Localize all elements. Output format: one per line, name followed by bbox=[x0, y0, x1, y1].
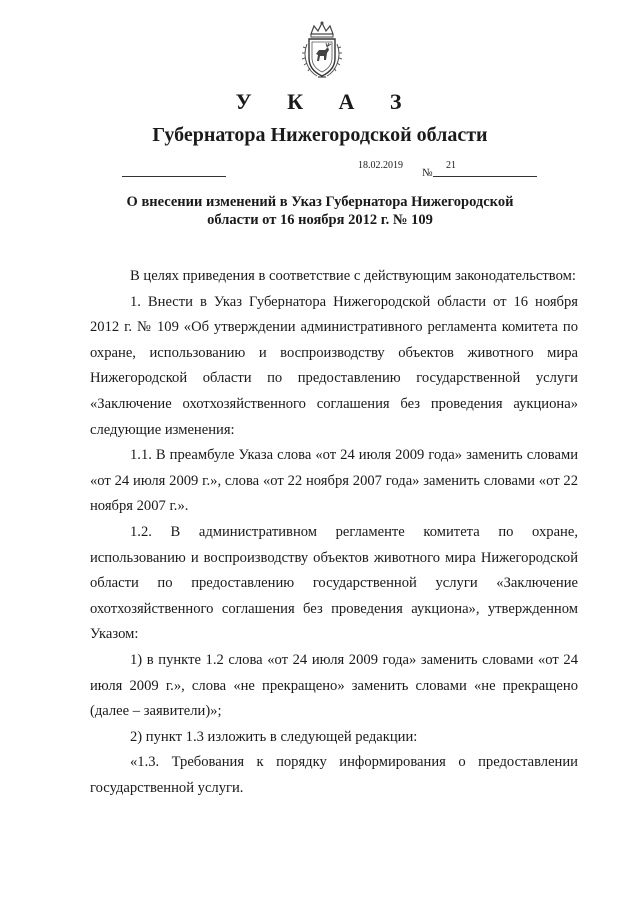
document-body bbox=[90, 264, 578, 801]
decree-title: У К А З bbox=[235, 89, 417, 114]
paragraph-item-1-2: 1.2. В административном регламенте комитета по охране, использованию и воспроизводству объектов животного мира Нижегородской области по предоставлению государственной услуги «Заключение охотхозяйственного соглашения без проведения аукциона», утвержденном Указом: bbox=[90, 523, 578, 643]
paragraph-preamble: В целях приведения в соответствие с действующим законодательством: bbox=[130, 268, 576, 284]
heading-line-1: О внесении изменений в Указ Губернатора Нижегородской bbox=[126, 194, 514, 210]
document-heading bbox=[100, 193, 540, 229]
paragraph-subitem-2: 2) пункт 1.3 изложить в следующей редакции: bbox=[130, 728, 418, 745]
paragraph-item-1-1: 1.1. В преамбуле Указа слова «от 24 июля 2009 года» заменить словами «от 24 июля 2009 г.», слова «от 22 ноября 2007 года» заменить словами «от 22 ноября 2007 г.». bbox=[90, 447, 578, 515]
date-blank-line-left bbox=[122, 176, 226, 177]
decree-number: 21 bbox=[446, 160, 456, 171]
number-sign: № bbox=[422, 167, 433, 179]
paragraph-subitem-1: 1) в пункте 1.2 слова «от 24 июля 2009 года» заменить словами «от 24 июля 2009 г.», слова «не прекращено» заменить словами «не прекращено (далее – заявители)»; bbox=[90, 651, 578, 720]
paragraph-item-1-3: «1.3. Требования к порядку информирования о предоставлении государственной услуги. bbox=[90, 754, 578, 796]
decree-date: 18.02.2019 bbox=[358, 160, 403, 171]
paragraph-item-1: 1. Внести в Указ Губернатора Нижегородской области от 16 ноября 2012 г. № 109 «Об утверждении административного регламента комитета по охране, использованию и воспроизводству объектов животного мира Нижегородской области по предоставлению государственной услуги «Заключение охотхозяйственного соглашения без проведения аукциона» следующие изменения: bbox=[90, 293, 578, 438]
heading-line-2: области от 16 ноября 2012 г. № 109 bbox=[207, 212, 433, 228]
decree-subtitle: Губернатора Нижегородской области bbox=[152, 124, 488, 146]
number-blank-line bbox=[433, 176, 537, 177]
coat-of-arms-icon bbox=[301, 20, 343, 80]
